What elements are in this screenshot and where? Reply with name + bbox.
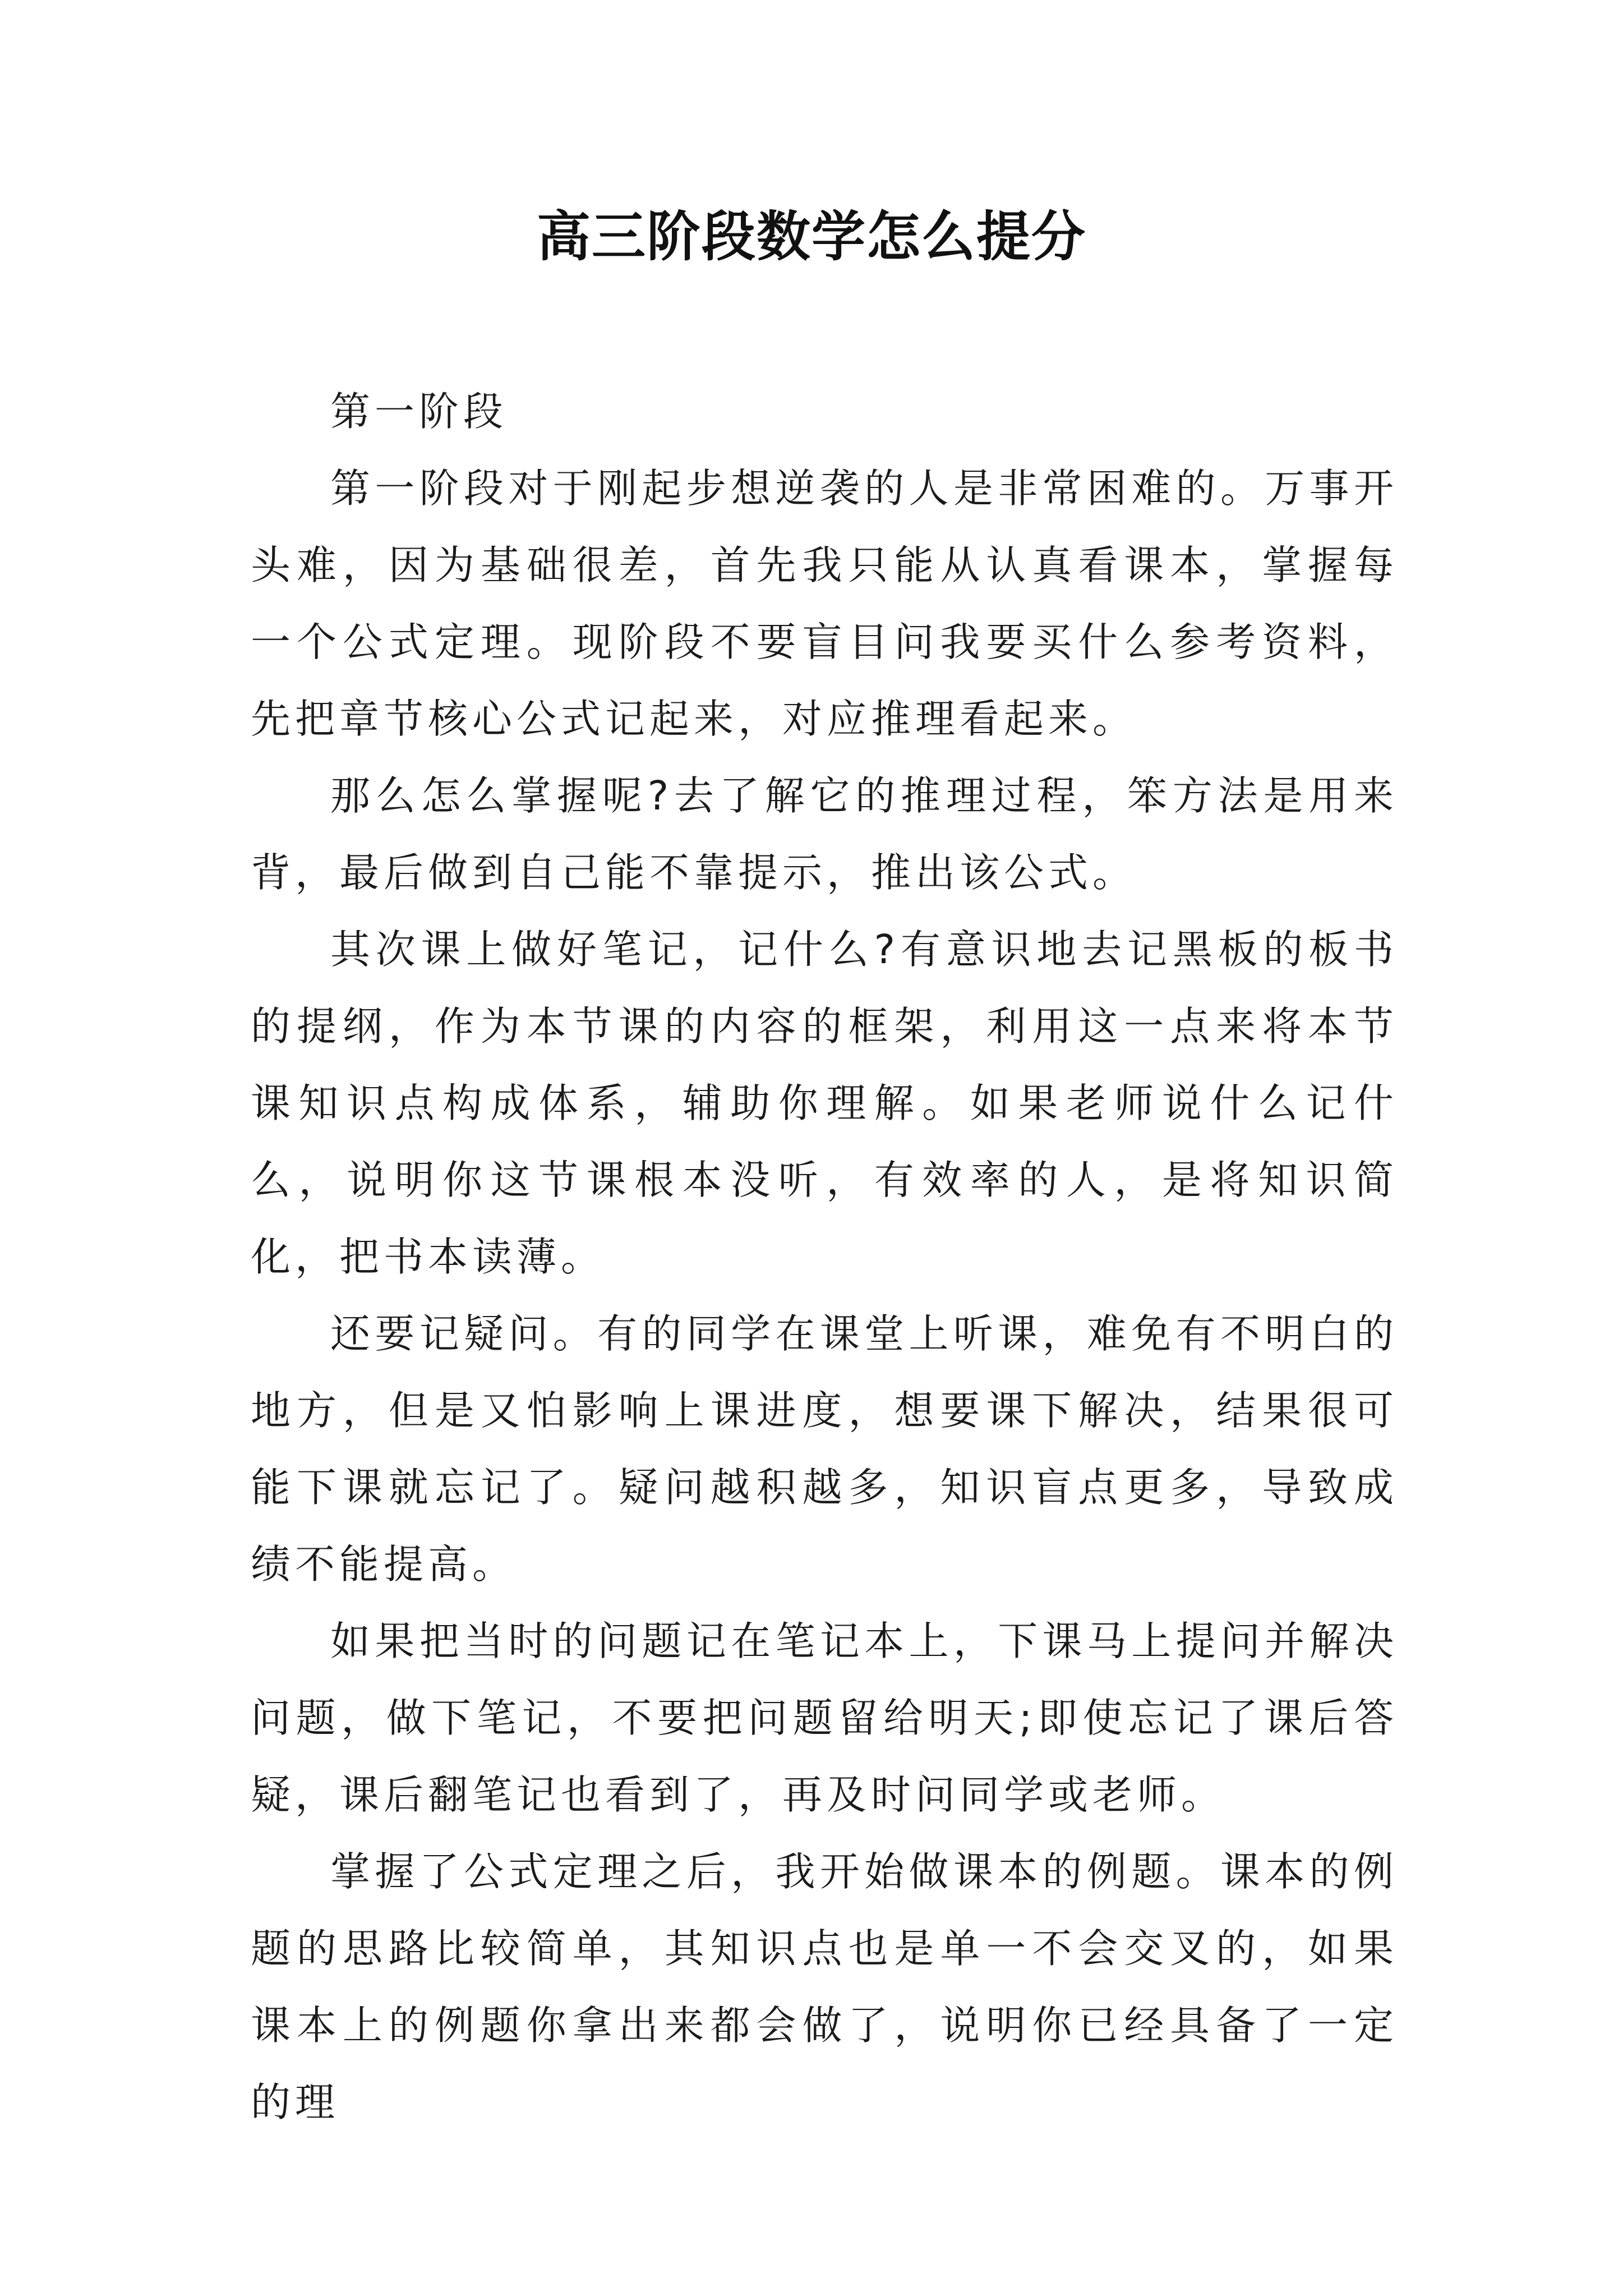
paragraph: 如果把当时的问题记在笔记本上，下课马上提问并解决问题，做下笔记，不要把问题留给明天;即使忘记了课后答疑，课后翻笔记也看到了，再及时问同学或老师。 xyxy=(251,1618,1398,1818)
paragraph: 还要记疑问。有的同学在课堂上听课，难免有不明白的地方，但是又怕影响上课进度，想要课下解决，结果很可能下课就忘记了。疑问越积越多，知识盲点更多，导致成绩不能提高。 xyxy=(251,1310,1398,1588)
document-title: 高三阶段数学怎么提分 xyxy=(537,205,1086,268)
document-body xyxy=(251,373,1398,2141)
paragraph: 那么怎么掌握呢?去了解它的推理过程，笨方法是用来背，最后做到自己能不靠提示，推出该公式。 xyxy=(251,772,1398,896)
paragraph: 其次课上做好笔记，记什么?有意识地去记黑板的板书的提纲，作为本节课的内容的框架，利用这一点来将本节课知识点构成体系，辅助你理解。如果老师说什么记什么，说明你这节课根本没听，有效率的人，是将知识简化，把书本读薄。 xyxy=(251,926,1398,1280)
paragraph: 掌握了公式定理之后，我开始做课本的例题。课本的例题的思路比较简单，其知识点也是单一不会交叉的，如果课本上的例题你拿出来都会做了，说明你已经具备了一定的理 xyxy=(251,1848,1398,2125)
paragraph: 第一阶段对于刚起步想逆袭的人是非常困难的。万事开头难，因为基础很差，首先我只能从认真看课本，掌握每一个公式定理。现阶段不要盲目问我要买什么参考资料，先把章节核心公式记起来，对应推理看起来。 xyxy=(251,465,1398,742)
section-heading: 第一阶段 xyxy=(330,388,508,435)
